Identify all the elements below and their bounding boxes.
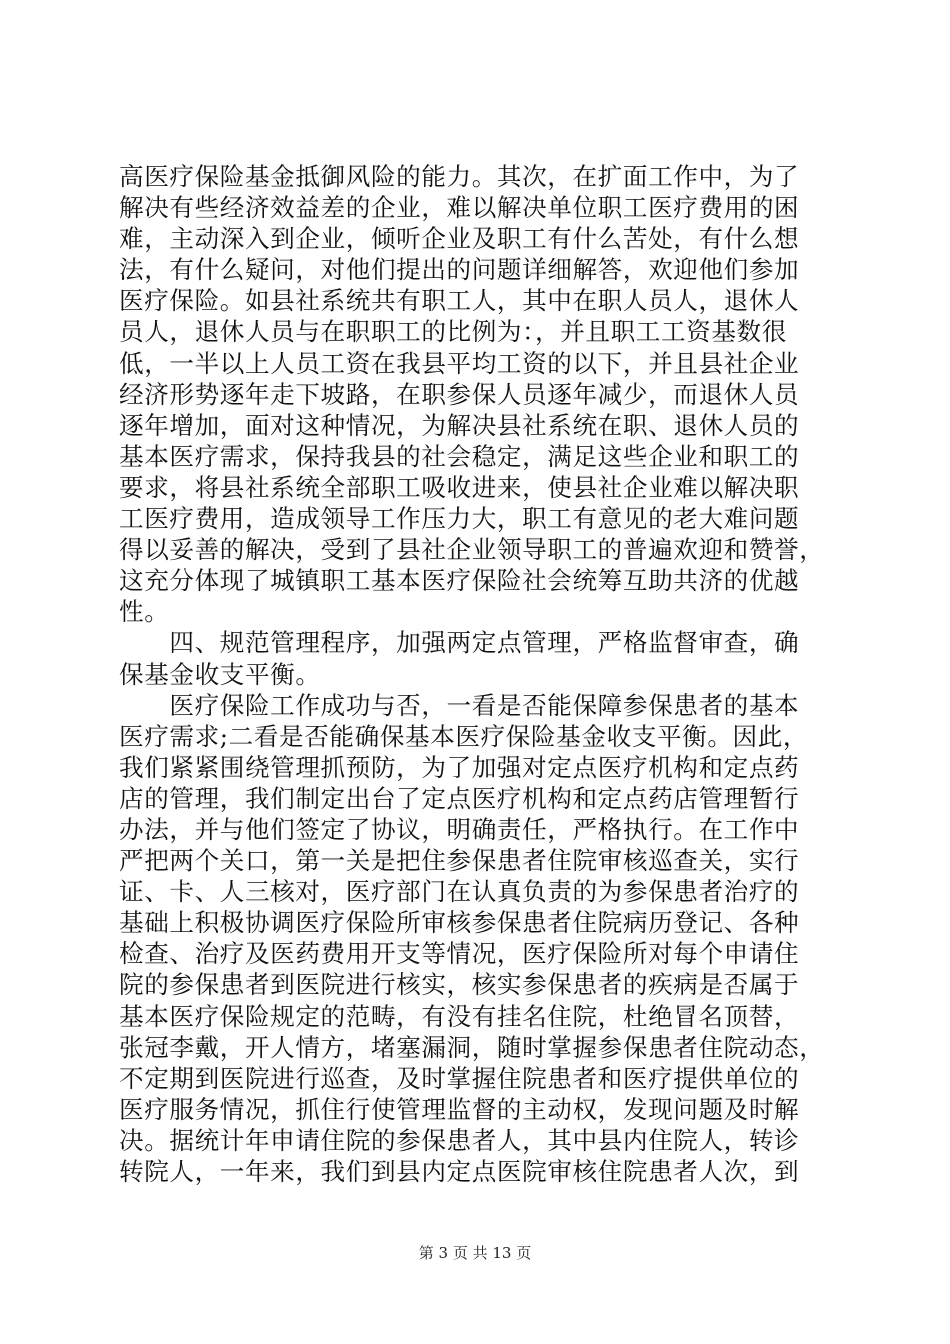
text-line: 性。 bbox=[119, 597, 170, 627]
text-line: 基本医疗需求，保持我县的社会稳定，满足这些企业和职工的 bbox=[119, 441, 800, 471]
text-line: 基本医疗保险规定的范畴，有没有挂名住院，杜绝冒名顶替， bbox=[119, 1001, 800, 1031]
text-line: 不定期到医院进行巡查，及时掌握住院患者和医疗提供单位的 bbox=[119, 1063, 800, 1093]
text-line: 逐年增加，面对这种情况，为解决县社系统在职、退休人员的 bbox=[119, 410, 800, 440]
page-number-footer: 第 3 页 共 13 页 bbox=[418, 1244, 532, 1262]
text-line: 得以妥善的解决，受到了县社企业领导职工的普遍欢迎和赞誉， bbox=[119, 535, 825, 565]
text-line: 基础上积极协调医疗保险所审核参保患者住院病历登记、各种 bbox=[119, 908, 800, 938]
text-line: 证、卡、人三核对，医疗部门在认真负责的为参保患者治疗的 bbox=[119, 877, 800, 907]
text-line: 决。据统计年申请住院的参保患者人，其中县内住院人，转诊 bbox=[119, 1125, 800, 1155]
text-line: 解决有些经济效益差的企业，难以解决单位职工医疗费用的困 bbox=[119, 193, 800, 223]
text-line: 院的参保患者到医院进行核实，核实参保患者的疾病是否属于 bbox=[119, 970, 800, 1000]
text-line: 检查、治疗及医药费用开支等情况，医疗保险所对每个申请住 bbox=[119, 939, 800, 969]
text-line: 员人，退休人员与在职职工的比例为：，并且职工工资基数很 bbox=[119, 317, 787, 347]
text-line: 低，一半以上人员工资在我县平均工资的以下，并且县社企业 bbox=[119, 348, 800, 378]
text-line: 医疗服务情况，抓住行使管理监督的主动权，发现问题及时解 bbox=[119, 1094, 800, 1124]
text-line: 法，有什么疑问，对他们提出的问题详细解答，欢迎他们参加 bbox=[119, 255, 800, 285]
text-line: 张冠李戴，开人情方，堵塞漏洞，随时掌握参保患者住院动态， bbox=[119, 1032, 825, 1062]
text-line: 高医疗保险基金抵御风险的能力。其次，在扩面工作中，为了 bbox=[119, 162, 800, 191]
text-line: 要求，将县社系统全部职工吸收进来，使县社企业难以解决职 bbox=[119, 472, 800, 502]
text-line: 医疗保险工作成功与否，一看是否能保障参保患者的基本 bbox=[119, 690, 800, 720]
text-line: 转院人，一年来，我们到县内定点医院审核住院患者人次，到 bbox=[119, 1157, 800, 1186]
text-line: 店的管理，我们制定出台了定点医疗机构和定点药店管理暂行 bbox=[119, 783, 800, 813]
body-text bbox=[119, 161, 831, 1187]
text-line: 我们紧紧围绕管理抓预防，为了加强对定点医疗机构和定点药 bbox=[119, 752, 800, 782]
text-line: 严把两个关口，第一关是把住参保患者住院审核巡查关，实行 bbox=[119, 846, 800, 876]
text-line: 医疗需求;二看是否能确保基本医疗保险基金收支平衡。因此， bbox=[119, 721, 809, 751]
text-line: 工医疗费用，造成领导工作压力大，职工有意见的老大难问题 bbox=[119, 504, 800, 534]
text-line: 难，主动深入到企业，倾听企业及职工有什么苦处，有什么想 bbox=[119, 224, 800, 254]
text-line: 这充分体现了城镇职工基本医疗保险社会统筹互助共济的优越 bbox=[119, 566, 800, 596]
text-line: 办法，并与他们签定了协议，明确责任，严格执行。在工作中 bbox=[119, 814, 800, 844]
text-line: 经济形势逐年走下坡路，在职参保人员逐年减少，而退休人员 bbox=[119, 379, 800, 409]
section-heading-line: 保基金收支平衡。 bbox=[119, 659, 321, 689]
text-line: 医疗保险。如县社系统共有职工人，其中在职人员人，退休人 bbox=[119, 286, 800, 316]
section-heading-line: 四、规范管理程序，加强两定点管理，严格监督审查，确 bbox=[119, 628, 800, 658]
